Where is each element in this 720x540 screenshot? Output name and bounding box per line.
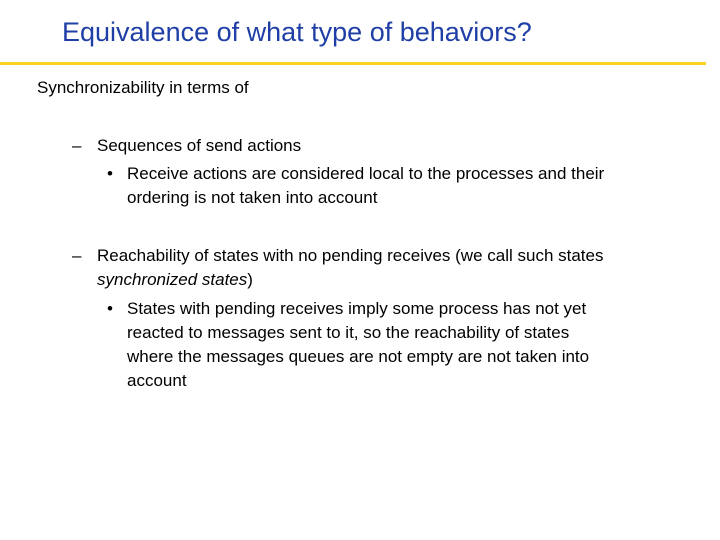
dash-marker: – xyxy=(72,136,82,155)
slide-title: Equivalence of what type of behaviors? xyxy=(62,17,532,47)
bullet-item-text: Sequences of send actions xyxy=(97,136,302,155)
title-underline xyxy=(0,62,706,65)
sub-bullet-receive-actions xyxy=(107,162,604,210)
dash-marker: – xyxy=(72,246,82,265)
sub-bullet-line: States with pending receives imply some process has not yet xyxy=(127,299,587,318)
sub-bullet-line: reacted to messages sent to it, so the reachability of states xyxy=(127,323,570,342)
closing-paren: ) xyxy=(247,270,253,289)
intro-text: Synchronizability in terms of xyxy=(37,78,249,97)
bullet-item-line: Reachability of states with no pending receives (we call such states xyxy=(97,246,604,265)
sub-bullet-line: where the messages queues are not empty are not taken into xyxy=(127,347,590,366)
italic-term: synchronized states xyxy=(97,270,248,289)
bullet-marker: • xyxy=(107,299,113,318)
sub-bullet-line: Receive actions are considered local to the processes and their xyxy=(127,164,605,183)
bullet-item-send-actions xyxy=(72,134,301,158)
bullet-item-reachability xyxy=(72,244,603,292)
sub-bullet-pending-receives xyxy=(107,297,589,393)
bullet-marker: • xyxy=(107,164,113,183)
bullet-item-line-2 xyxy=(97,268,603,292)
sub-bullet-line: account xyxy=(127,371,187,390)
sub-bullet-line: ordering is not taken into account xyxy=(127,188,378,207)
